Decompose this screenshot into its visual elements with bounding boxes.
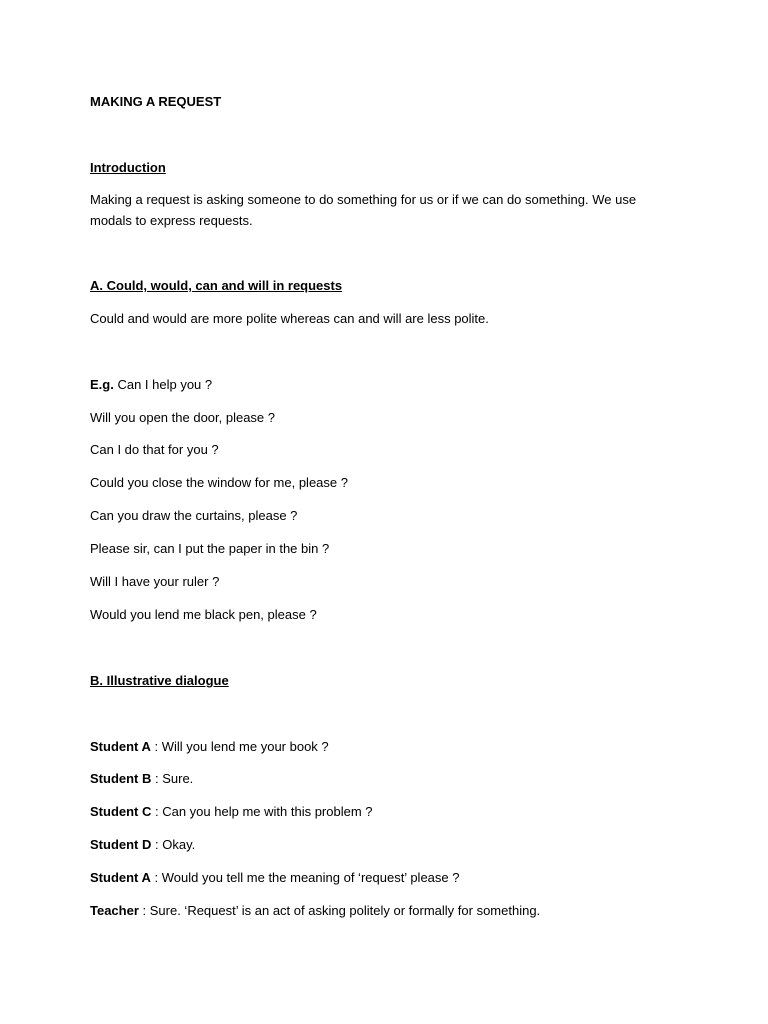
example-line: Would you lend me black pen, please ? bbox=[90, 607, 317, 622]
eg-label: E.g. bbox=[90, 377, 114, 392]
example-text: Can I help you ? bbox=[113, 377, 213, 392]
speaker-label: Student C bbox=[90, 804, 152, 819]
speaker-label: Student A bbox=[90, 739, 151, 754]
intro-paragraph: Making a request is asking someone to do something for us or if we can do something. We use modals to express requests. bbox=[90, 192, 637, 228]
example-line: Can you draw the curtains, please ? bbox=[90, 508, 298, 523]
dialogue-text: : Would you tell me the meaning of ‘request’ please ? bbox=[150, 870, 460, 885]
dialogue-text: : Sure. ‘Request’ is an act of asking politely or formally for something. bbox=[138, 903, 541, 918]
dialogue-line bbox=[90, 900, 668, 921]
speaker-label: Student D bbox=[90, 837, 152, 852]
section-a-text: Could and would are more polite whereas can and will are less polite. bbox=[90, 311, 489, 326]
speaker-label: Teacher bbox=[90, 903, 139, 918]
example-line bbox=[90, 374, 668, 395]
dialogue-line bbox=[90, 801, 668, 822]
speaker-label: Student B bbox=[90, 771, 152, 786]
dialogue-text: : Okay. bbox=[151, 837, 196, 852]
example-line: Please sir, can I put the paper in the bin ? bbox=[90, 541, 330, 556]
intro-heading: Introduction bbox=[90, 160, 166, 175]
speaker-label: Student A bbox=[90, 870, 151, 885]
dialogue-line bbox=[90, 867, 668, 888]
section-a-heading: A. Could, would, can and will in requests bbox=[90, 278, 343, 293]
dialogue-text: : Will you lend me your book ? bbox=[150, 739, 329, 754]
example-line: Will I have your ruler ? bbox=[90, 574, 220, 589]
dialogue-text: : Sure. bbox=[151, 771, 194, 786]
document-title: MAKING A REQUEST bbox=[90, 94, 222, 109]
dialogue-line bbox=[90, 768, 668, 789]
section-b-heading: B. Illustrative dialogue bbox=[90, 673, 229, 688]
example-line: Could you close the window for me, please ? bbox=[90, 475, 348, 490]
dialogue-line bbox=[90, 834, 668, 855]
dialogue-text: : Can you help me with this problem ? bbox=[151, 804, 373, 819]
example-line: Can I do that for you ? bbox=[90, 442, 219, 457]
example-line: Will you open the door, please ? bbox=[90, 410, 276, 425]
dialogue-line bbox=[90, 736, 668, 757]
